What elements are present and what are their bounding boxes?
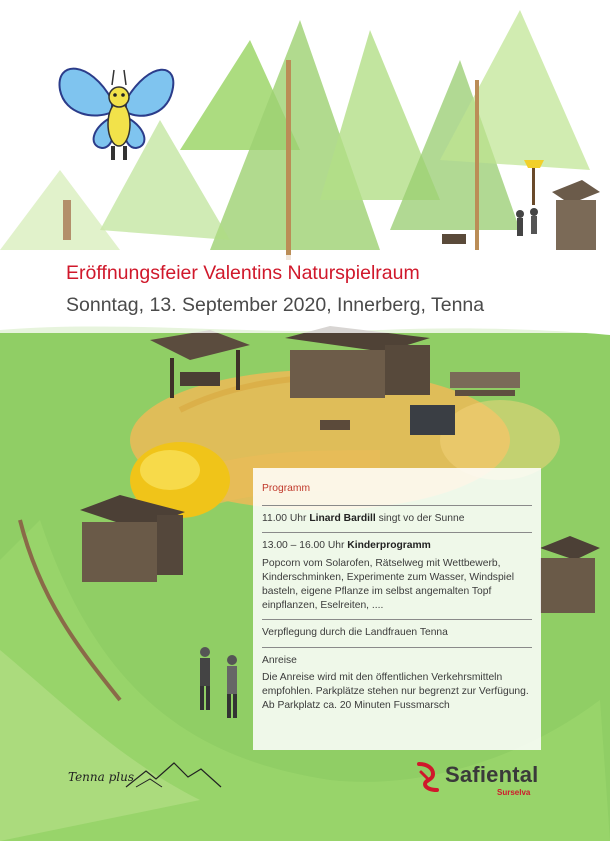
program-panel: [253, 468, 541, 750]
arrival-heading: Anreise: [262, 654, 297, 666]
program-item-concert: 11.00 Uhr Linard Bardill singt vo der Sunne: [262, 513, 465, 525]
kids-program-description: Popcorn vom Solarofen, Rätselweg mit Wettbewerb, Kinderschminken, Experimente zum Wasser, Windspiel basteln, eigene Pflanze im selbst angemalten Topf einpflanzen, Eselreiten, ....: [262, 557, 514, 612]
divider: [262, 505, 532, 506]
surselva-logo-text: Surselva: [497, 788, 531, 797]
arrival-description: Die Anreise wird mit den öffentlichen Verkehrsmitteln empfohlen. Parkplätze stehen nur begrenzt zur Verfügung. Ab Parkplatz ca. 20 Minuten Fussmarsch: [262, 671, 529, 712]
signpost-icon: [524, 160, 544, 205]
safiental-logo-text: Safiental: [445, 762, 539, 787]
catering-info: Verpflegung durch die Landfrauen Tenna: [262, 627, 448, 639]
picnic-tables: [450, 372, 520, 396]
safiental-logo-icon: [415, 760, 443, 792]
event-date-location: Sonntag, 13. September 2020, Innerberg, Tenna: [66, 294, 485, 316]
forest-trees: [0, 10, 590, 260]
tenna-logo-text: Tenna plus: [68, 770, 135, 784]
page-title: Eröffnungsfeier Valentins Naturspielraum: [66, 262, 420, 284]
divider: [262, 532, 532, 533]
divider: [262, 619, 532, 620]
program-item-kids: 13.00 – 16.00 Uhr Kinderprogramm: [262, 540, 431, 552]
program-heading: Programm: [262, 483, 311, 494]
divider: [262, 647, 532, 648]
right-hut: [540, 536, 600, 613]
